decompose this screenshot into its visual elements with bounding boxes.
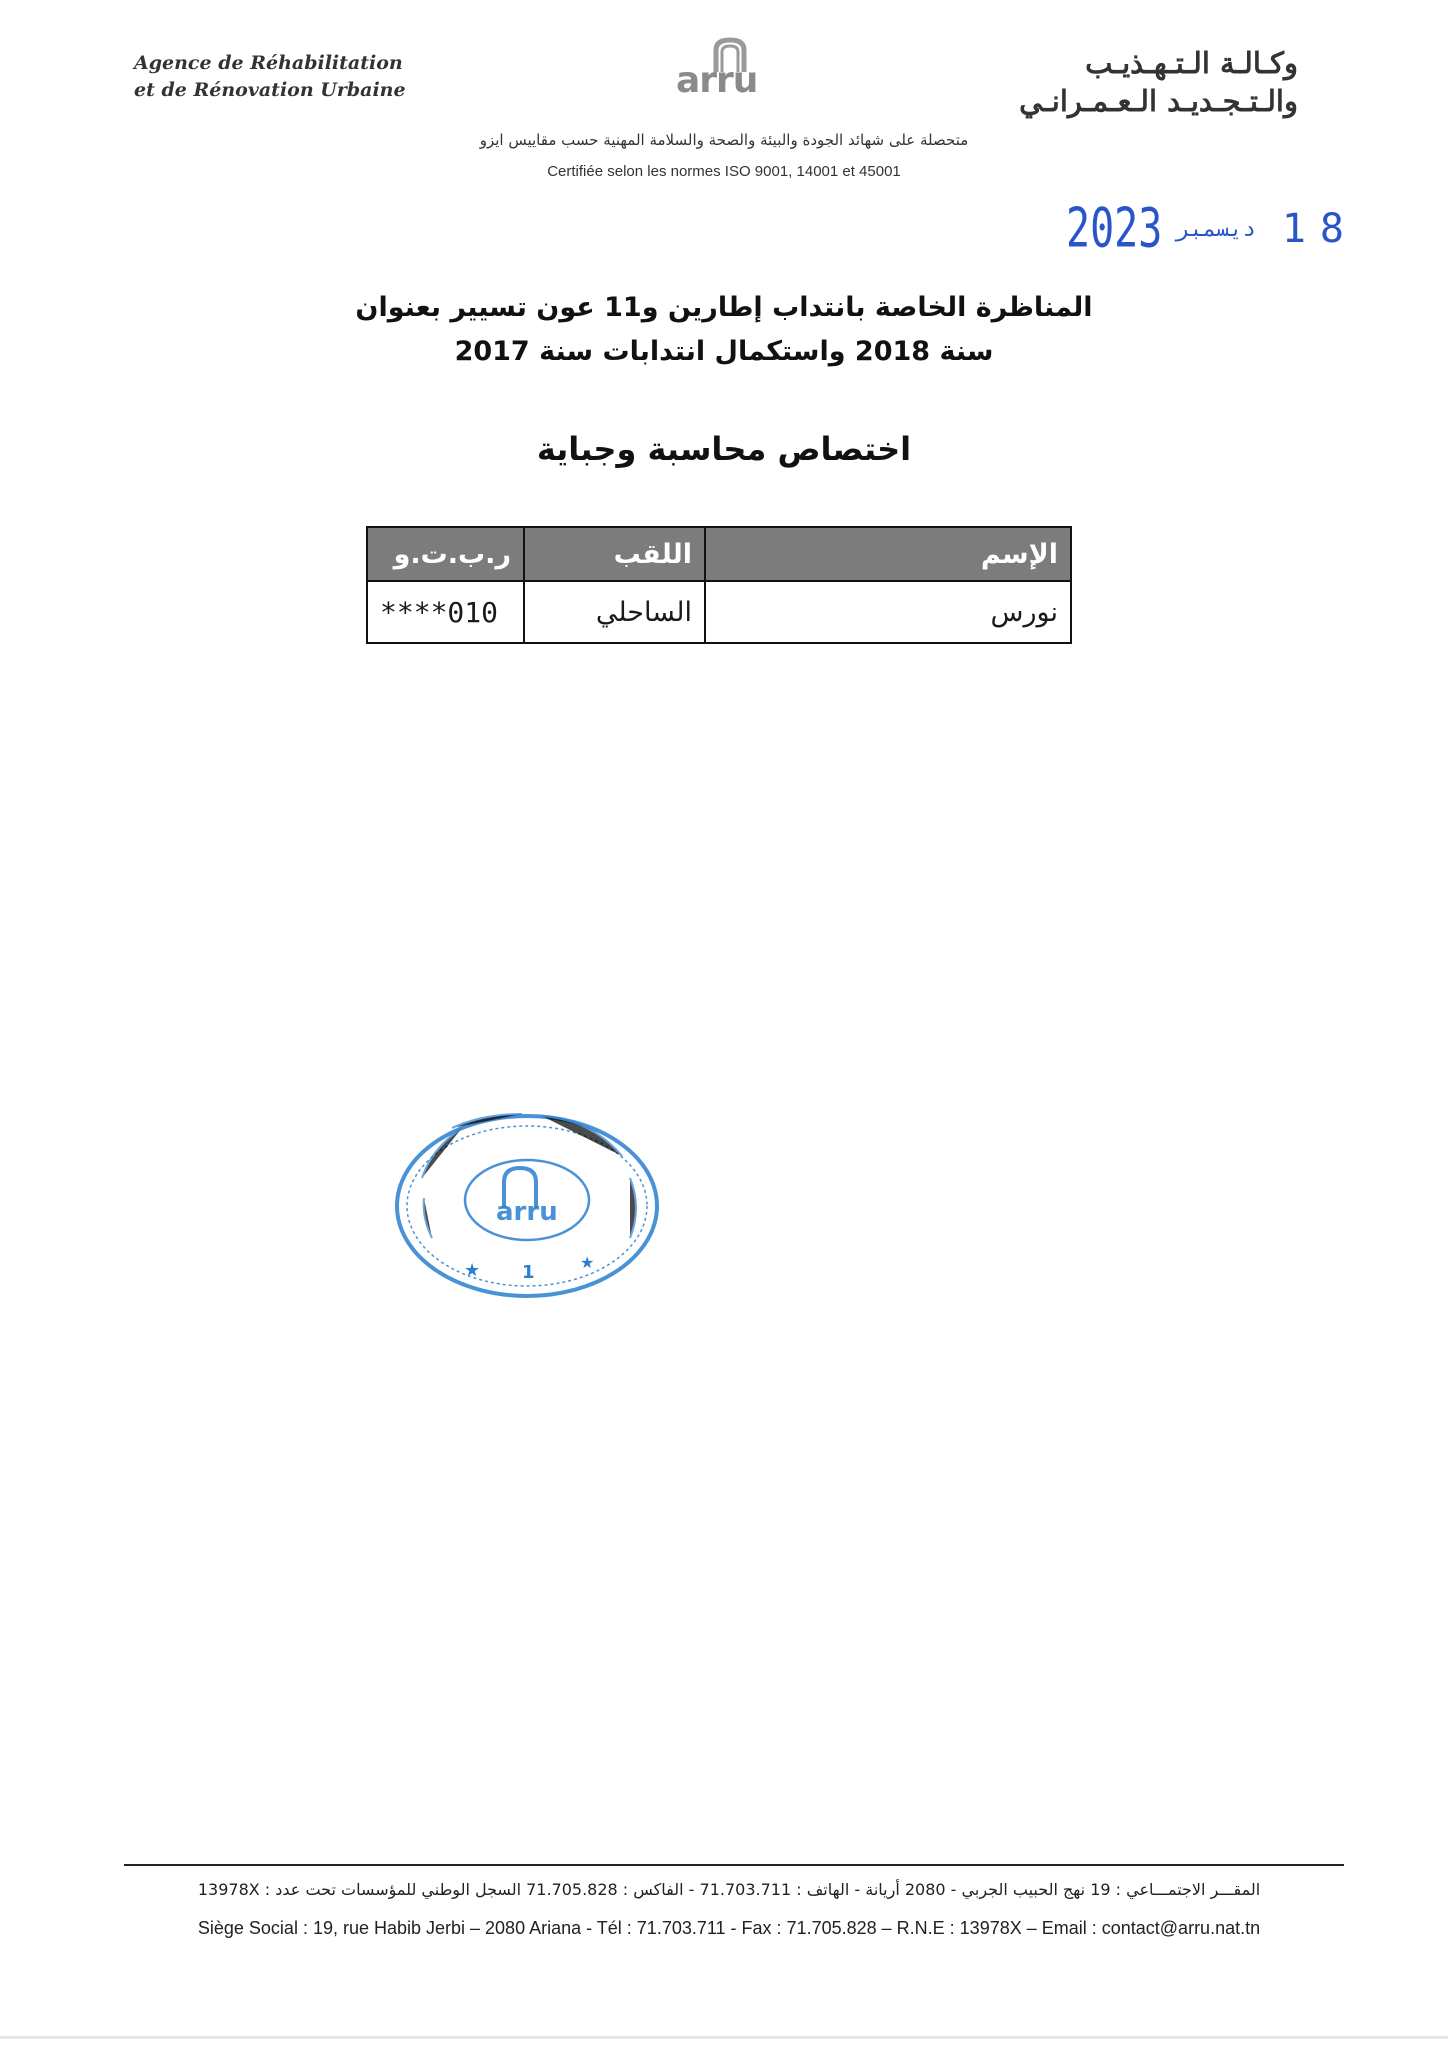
cell-first-name: نورس [705, 581, 1071, 643]
arru-logo [670, 36, 790, 106]
table-row [367, 581, 1071, 643]
agency-name-fr-line1: Agence de Réhabilitation [134, 52, 403, 74]
document-title-line1: المناظرة الخاصة بانتداب إطارين و11 عون تسيير بعنوان [355, 292, 1093, 323]
certification-fr: Certifiée selon les normes ISO 9001, 14001 et 45001 [547, 163, 901, 180]
cell-cin: ****010 [367, 581, 524, 643]
table-header-row [367, 527, 1071, 581]
stamp-text: arru [496, 1197, 558, 1227]
stamp-number: 1 [522, 1262, 535, 1283]
header-first-name: الإسم [705, 527, 1071, 581]
agency-name-ar-line2: والـتـجـديـد الـعـمـرانـي [1019, 84, 1298, 118]
official-stamp [392, 1108, 662, 1304]
certification-ar: متحصلة على شهائد الجودة والبيئة والصحة والسلامة المهنية حسب مقاييس ايزو [479, 131, 969, 149]
specialty-heading: اختصاص محاسبة وجباية [536, 430, 912, 468]
results-table [366, 526, 1072, 644]
stamp-star-left: ★ [464, 1260, 481, 1281]
scan-edge-divider [0, 2036, 1448, 2039]
date-stamp [1066, 197, 1358, 261]
date-year: 2023 [1066, 197, 1163, 261]
cell-last-name: الساحلي [524, 581, 705, 643]
agency-name-ar-line1: وكـالـة الـتـهـذيـب [1085, 46, 1298, 80]
logo-text: arru [676, 60, 758, 101]
date-month: ديسمبر [1176, 217, 1256, 242]
footer-divider [124, 1864, 1344, 1866]
stamp-star-right: ★ [580, 1253, 595, 1272]
header-cin: ر.ب.ت.و [367, 527, 524, 581]
footer-address-fr: Siège Social : 19, rue Habib Jerbi – 2080 Ariana - Tél : 71.703.711 - Fax : 71.705.828 – R.N.E : 13978X – Email : contact@arru.nat.tn [197, 1918, 1261, 1938]
agency-name-ar [1019, 44, 1298, 120]
footer-address-ar: المقـــر الاجتمـــاعي : 19 نهج الحبيب الجربي - 2080 أريانة - الهاتف : 71.703.711 - الفاكس : 71.705.828 السجل الوطني للمؤسسات تحت عدد : 13978X [197, 1880, 1261, 1899]
agency-name-fr [134, 50, 406, 104]
date-day: 18 [1281, 206, 1358, 252]
header-last-name: اللقب [524, 527, 705, 581]
document-title-line2: سنة 2018 واستكمال انتدابات سنة 2017 [454, 336, 994, 367]
agency-name-fr-line2: et de Rénovation Urbaine [134, 79, 406, 101]
